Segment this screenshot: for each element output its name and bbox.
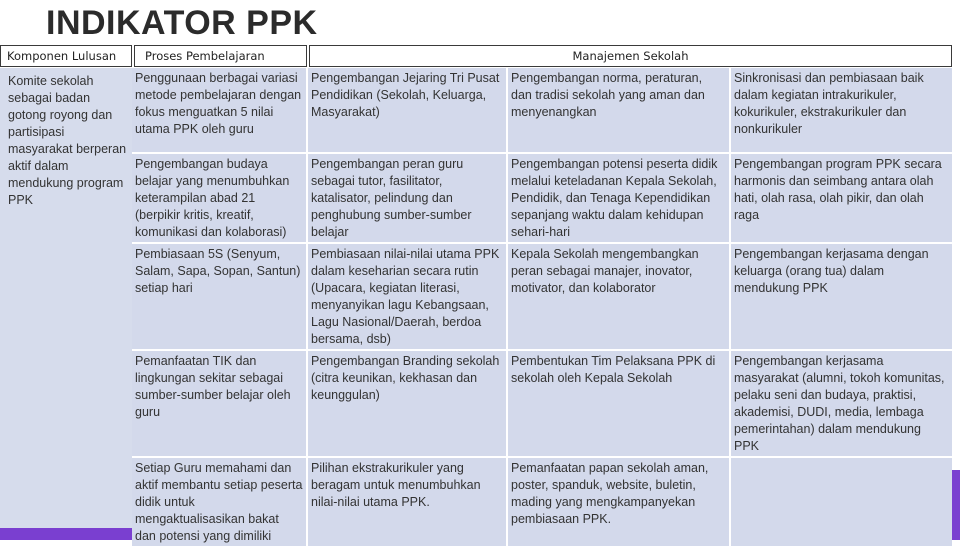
table-cell: Pengembangan potensi peserta didik melalui keteladanan Kepala Sekolah, Pendidik, dan Tenaga Kependidikan sepanjang waktu dalam kehidupan sehari-hari [507,153,730,243]
header-komponen-lulusan: Komponen Lulusan [0,45,132,67]
table-cell: Pengembangan kerjasama masyarakat (alumni, tokoh komunitas, pelaku seni dan budaya, praktisi, akademisi, DUDI, media, lembaga pemerintahan) dalam mendukung PPK [730,350,952,457]
table-cell: Pengembangan program PPK secara harmonis dan seimbang antara olah hati, olah rasa, olah pikir, dan olah raga [730,153,952,243]
table-cell: Pembiasaan 5S (Senyum, Salam, Sapa, Sopan, Santun) setiap hari [132,243,307,350]
table-row [132,153,952,243]
table-cell: Penggunaan berbagai variasi metode pembelajaran dengan fokus menguatkan 5 nilai utama PPK oleh guru [132,68,307,153]
table-row [132,68,952,153]
indikator-table [132,68,952,548]
table-cell: Pemanfaatan TIK dan lingkungan sekitar sebagai sumber-sumber belajar oleh guru [132,350,307,457]
table-cell: Pilihan ekstrakurikuler yang beragam untuk menumbuhkan nilai-nilai utama PPK. [307,457,507,547]
table-cell: Setiap Guru memahami dan aktif membantu setiap peserta didik untuk mengaktualisasikan bakat dan potensi yang dimiliki [132,457,307,547]
table-cell: Pengembangan Jejaring Tri Pusat Pendidikan (Sekolah, Keluarga, Masyarakat) [307,68,507,153]
header-proses-pembelajaran: Proses Pembelajaran [134,45,307,67]
table-cell: Pembentukan Tim Pelaksana PPK di sekolah oleh Kepala Sekolah [507,350,730,457]
slide-title: INDIKATOR PPK [46,4,318,42]
table-row [132,350,952,457]
table-cell: Pembiasaan nilai-nilai utama PPK dalam keseharian secara rutin (Upacara, kegiatan literasi, menyanyikan lagu Kebangsaan, Lagu Nasional/Daerah, berdoa bersama, dsb) [307,243,507,350]
table-cell: Pengembangan budaya belajar yang menumbuhkan keterampilan abad 21 (berpikir kritis, kreatif, komunikasi dan kolaborasi) [132,153,307,243]
table-cell: Pengembangan peran guru sebagai tutor, fasilitator, katalisator, pelindung dan penghubung sumber-sumber belajar [307,153,507,243]
table-cell [730,457,952,547]
table-cell: Pemanfaatan papan sekolah aman, poster, spanduk, website, buletin, mading yang mengkampanyekan pembiasaan PPK. [507,457,730,547]
table-cell: Pengembangan Branding sekolah (citra keunikan, kekhasan dan keunggulan) [307,350,507,457]
komponen-lulusan-text: Komite sekolah sebagai badan gotong royong dan partisipasi masyarakat berperan aktif dalam mendukung program PPK [8,74,127,207]
table-row [132,243,952,350]
header-manajemen-sekolah: Manajemen Sekolah [309,45,952,67]
table-cell: Pengembangan norma, peraturan, dan tradisi sekolah yang aman dan menyenangkan [507,68,730,153]
table-cell: Sinkronisasi dan pembiasaan baik dalam kegiatan intrakurikuler, kokurikuler, ekstrakurikuler dan nonkurikuler [730,68,952,153]
table-cell: Pengembangan kerjasama dengan keluarga (orang tua) dalam mendukung PPK [730,243,952,350]
table-cell: Kepala Sekolah mengembangkan peran sebagai manajer, inovator, motivator, dan kolaborator [507,243,730,350]
table-row [132,457,952,547]
